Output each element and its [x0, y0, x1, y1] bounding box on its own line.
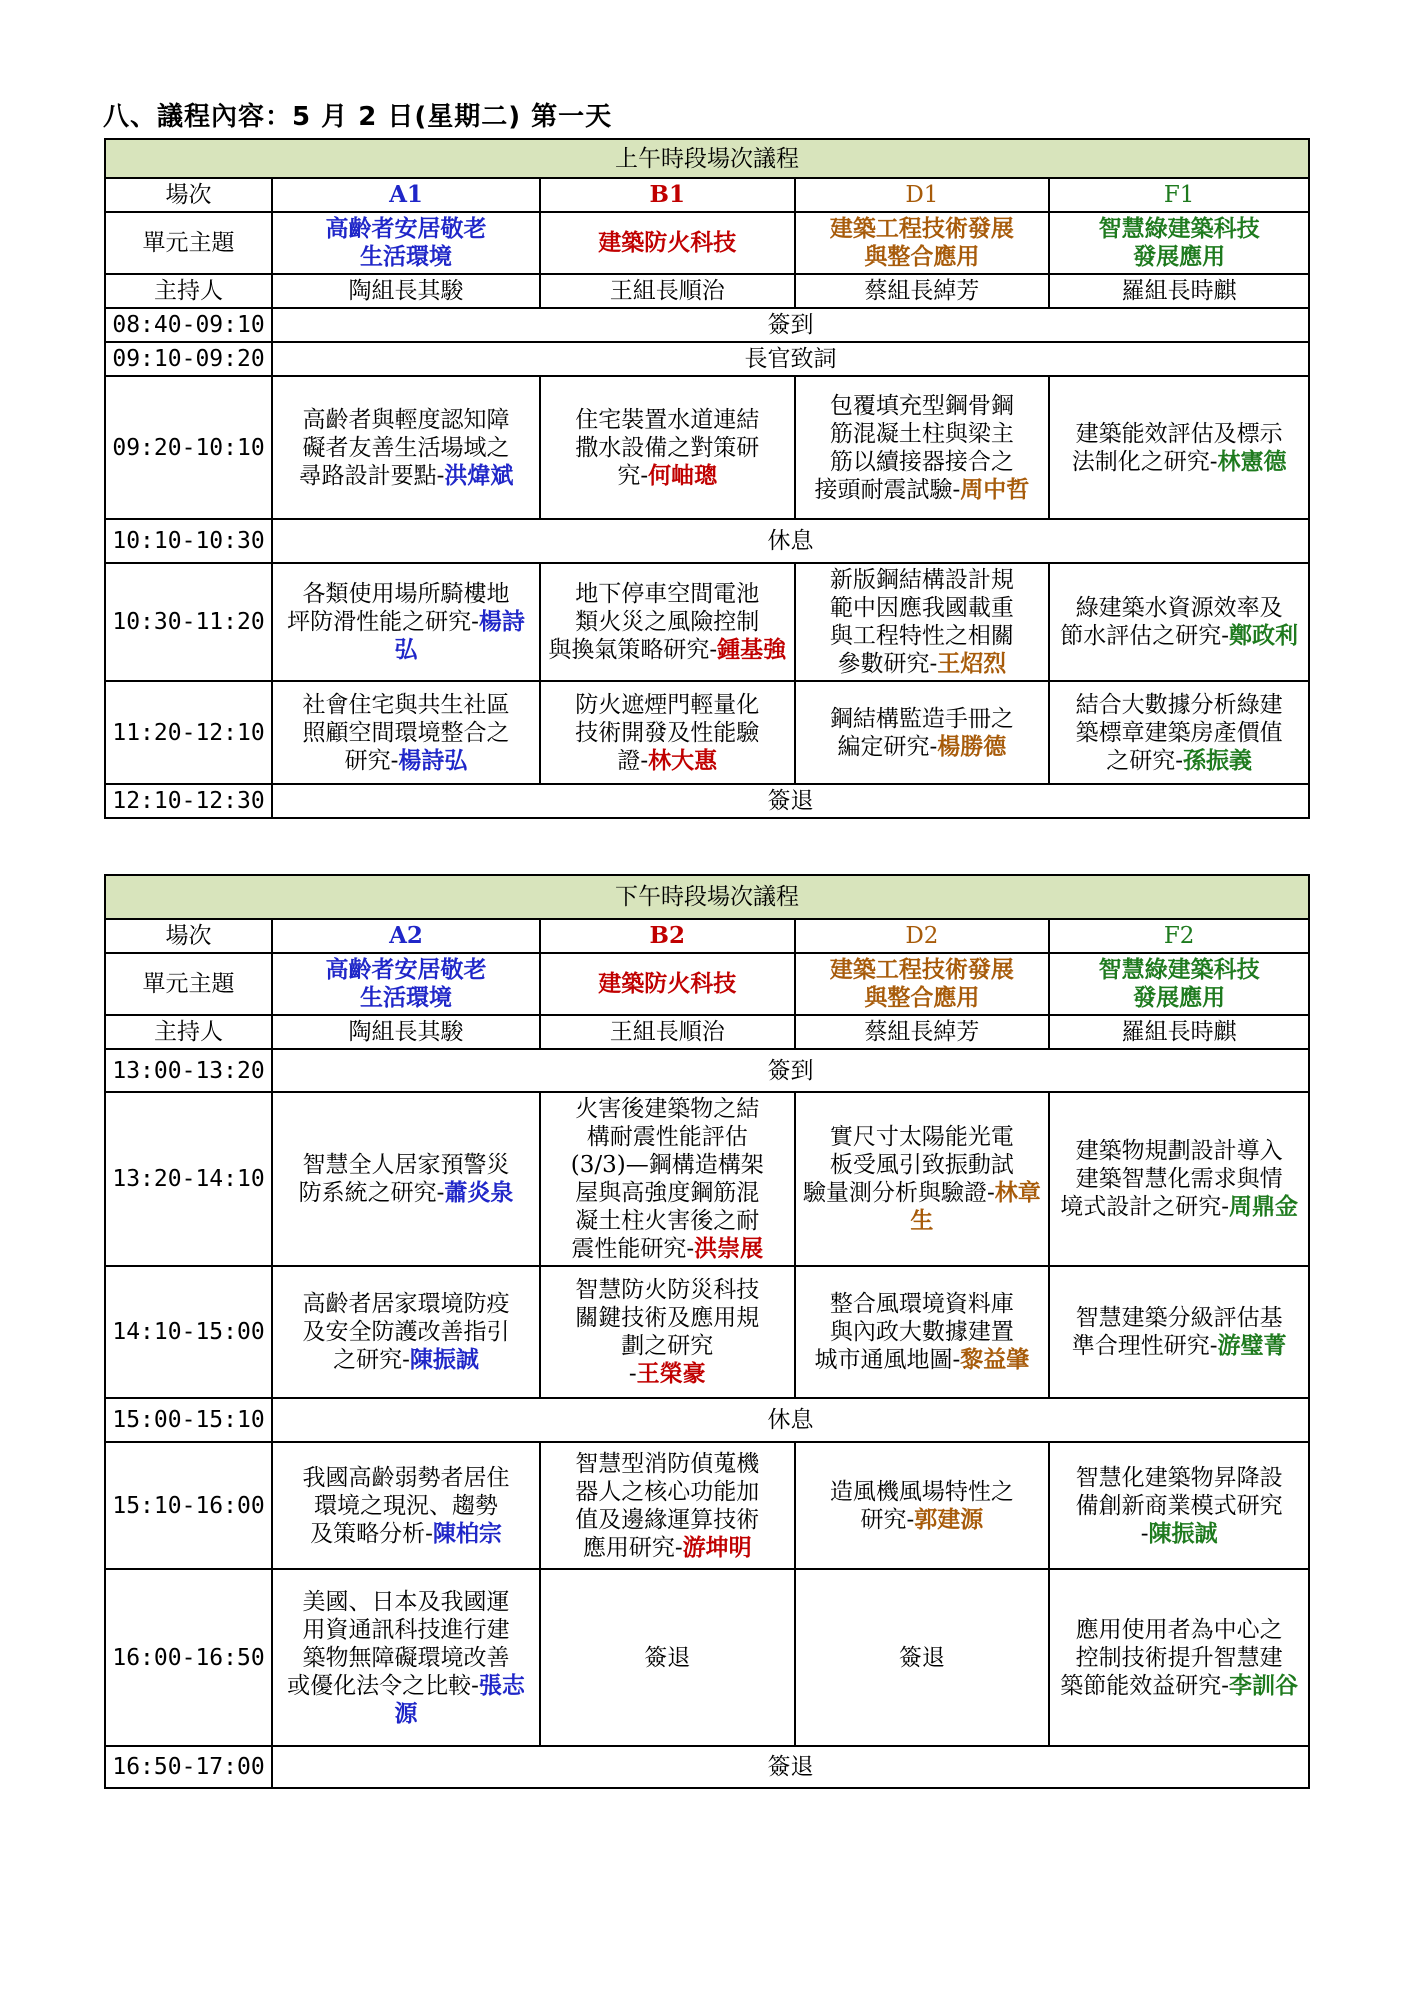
speaker-name: 陳振誠 [1148, 1520, 1218, 1547]
section-header: 上午時段場次議程 [105, 139, 1309, 178]
time-slot: 09:10-09:20 [105, 342, 272, 376]
paper-title: 美國、日本及我國運 用資通訊科技進行建 築物無障礙環境改善 或優化法令之比較- [287, 1588, 510, 1699]
session-theme: 建築防火科技 [540, 953, 795, 1015]
paper-cell [795, 563, 1050, 681]
session-host: 王組長順治 [540, 274, 795, 308]
speaker-name: 郭建源 [914, 1506, 984, 1533]
paper-title: 智慧化建築物昇降設 備創新商業模式研究 - [1075, 1464, 1283, 1547]
speaker-name: 周中哲 [960, 476, 1030, 503]
speaker-name: 楊詩弘 [394, 609, 525, 663]
time-slot-row [105, 376, 1309, 519]
speaker-name: 王炤烈 [937, 651, 1007, 677]
session-theme: 智慧綠建築科技 發展應用 [1049, 953, 1309, 1015]
time-slot: 13:00-13:20 [105, 1049, 272, 1092]
session-theme: 建築工程技術發展 與整合應用 [795, 953, 1050, 1015]
paper-cell [540, 376, 795, 519]
paper-title: 防火遮煙門輕量化 技術開發及性能驗 證- [575, 691, 760, 774]
speaker-name: 李訓谷 [1229, 1672, 1298, 1699]
session-host: 蔡組長綽芳 [795, 274, 1050, 308]
paper-title: 火害後建築物之結 構耐震性能評估 (3/3)—鋼構造構架 屋與高強度鋼筋混 凝土柱火害後之耐 震性能研究- [570, 1096, 764, 1262]
speaker-name: 游坤明 [682, 1534, 752, 1561]
session-code-row [105, 178, 1309, 212]
paper-title: 鋼結構監造手冊之 編定研究- [829, 705, 1014, 760]
speaker-name: 黎益肇 [960, 1347, 1030, 1373]
paper-cell [1049, 1266, 1309, 1398]
paper-cell [540, 681, 795, 784]
session-code: D2 [795, 919, 1050, 953]
section-header-row [105, 875, 1309, 919]
paper-title: 建築能效評估及標示 法制化之研究- [1071, 420, 1283, 475]
time-slot: 15:00-15:10 [105, 1398, 272, 1442]
host-row [105, 274, 1309, 308]
paper-cell [540, 1442, 795, 1569]
session-host: 羅組長時麒 [1049, 274, 1309, 308]
paper-title: 地下停車空間電池 類火災之風險控制 與換氣策略研究- [548, 581, 760, 663]
session-code: B2 [540, 919, 795, 953]
speaker-name: 周鼎金 [1229, 1194, 1298, 1220]
time-slot-row [105, 681, 1309, 784]
paper-cell [795, 1266, 1050, 1398]
theme-label: 單元主題 [105, 212, 272, 274]
section-header-row [105, 139, 1309, 178]
time-slot: 16:50-17:00 [105, 1746, 272, 1788]
paper-cell [795, 1442, 1050, 1569]
session-theme: 高齡者安居敬老 生活環境 [272, 953, 540, 1015]
page-title: 八、議程內容：5 月 2 日(星期二) 第一天 [103, 102, 613, 132]
session-host: 陶組長其駿 [272, 274, 540, 308]
speaker-name: 林憲德 [1217, 448, 1287, 475]
speaker-name: 鄭政利 [1229, 623, 1298, 649]
paper-cell [272, 1442, 540, 1569]
paper-cell [272, 376, 540, 519]
paper-title: 住宅裝置水道連結 撒水設備之對策研 究- [575, 406, 760, 489]
paper-cell [1049, 681, 1309, 784]
session-code: D1 [795, 178, 1050, 212]
break-row [105, 1049, 1309, 1092]
span-activity: 長官致詞 [272, 342, 1309, 376]
session-host: 羅組長時麒 [1049, 1015, 1309, 1049]
paper-title: 造風機風場特性之 研究- [829, 1478, 1014, 1533]
host-label: 主持人 [105, 274, 272, 308]
span-activity: 簽退 [272, 784, 1309, 818]
host-label: 主持人 [105, 1015, 272, 1049]
paper-cell [272, 1569, 540, 1746]
section-header: 下午時段場次議程 [105, 875, 1309, 919]
afternoon-agenda-table [104, 874, 1310, 1789]
speaker-name: 孫振義 [1183, 747, 1252, 774]
break-row [105, 308, 1309, 342]
speaker-name: 林章生 [910, 1180, 1041, 1234]
speaker-name: 楊詩弘 [398, 747, 468, 774]
speaker-name: 何岫璁 [648, 462, 718, 489]
paper-cell [1049, 1442, 1309, 1569]
speaker-name: 陳振誠 [409, 1347, 479, 1373]
session-code: B1 [540, 178, 795, 212]
session-code-row [105, 919, 1309, 953]
span-activity: 簽到 [272, 308, 1309, 342]
break-row [105, 1746, 1309, 1788]
paper-title: 應用使用者為中心之 控制技術提升智慧建 築節能效益研究- [1060, 1616, 1283, 1699]
speaker-name: 林大惠 [648, 747, 718, 774]
paper-cell [1049, 1092, 1309, 1266]
break-row [105, 342, 1309, 376]
time-slot: 12:10-12:30 [105, 784, 272, 818]
paper-cell [272, 1092, 540, 1266]
paper-title: 智慧防火防災科技 關鍵技術及應用規 劃之研究 - [575, 1277, 760, 1387]
session-code: F2 [1049, 919, 1309, 953]
paper-cell [1049, 376, 1309, 519]
speaker-name: 洪崇展 [694, 1236, 764, 1262]
paper-cell [540, 1092, 795, 1266]
paper-title: 新版鋼結構設計規 範中因應我國載重 與工程特性之相關 參數研究- [829, 567, 1014, 677]
speaker-name: 鍾基強 [717, 637, 787, 663]
span-activity: 簽到 [272, 1049, 1309, 1092]
session-theme: 建築防火科技 [540, 212, 795, 274]
paper-cell [272, 681, 540, 784]
paper-title: 綠建築水資源效率及 節水評估之研究- [1060, 595, 1283, 649]
theme-label: 單元主題 [105, 953, 272, 1015]
paper-title: 智慧建築分級評估基 準合理性研究- [1071, 1305, 1283, 1359]
break-row [105, 784, 1309, 818]
time-slot: 13:20-14:10 [105, 1092, 272, 1266]
session-label: 場次 [105, 178, 272, 212]
time-slot-row [105, 1442, 1309, 1569]
paper-title: 高齡者居家環境防疫 及安全防護改善指引 之研究- [302, 1291, 510, 1373]
session-theme: 智慧綠建築科技 發展應用 [1049, 212, 1309, 274]
paper-cell: 簽退 [795, 1569, 1050, 1746]
break-row [105, 519, 1309, 563]
paper-cell [795, 1092, 1050, 1266]
speaker-name: 王榮豪 [636, 1361, 706, 1387]
speaker-name: 游璧菁 [1217, 1333, 1287, 1359]
span-activity: 休息 [272, 1398, 1309, 1442]
paper-cell [795, 681, 1050, 784]
session-theme: 建築工程技術發展 與整合應用 [795, 212, 1050, 274]
span-activity: 簽退 [272, 1746, 1309, 1788]
theme-row [105, 953, 1309, 1015]
paper-title: 實尺寸太陽能光電 板受風引致振動試 驗量測分析與驗證- [803, 1124, 1014, 1206]
paper-title: 智慧全人居家預警災 防系統之研究- [298, 1152, 510, 1206]
paper-cell [540, 1266, 795, 1398]
paper-title: 結合大數據分析綠建 築標章建築房產價值 之研究- [1075, 691, 1283, 774]
session-code: A1 [272, 178, 540, 212]
paper-title: 社會住宅與共生社區 照顧空間環境整合之 研究- [302, 691, 510, 774]
time-slot: 08:40-09:10 [105, 308, 272, 342]
speaker-name: 洪煒斌 [444, 462, 514, 489]
session-label: 場次 [105, 919, 272, 953]
span-activity: 休息 [272, 519, 1309, 563]
time-slot: 09:20-10:10 [105, 376, 272, 519]
paper-cell [272, 563, 540, 681]
time-slot: 10:10-10:30 [105, 519, 272, 563]
time-slot: 14:10-15:00 [105, 1266, 272, 1398]
paper-title: 我國高齡弱勢者居住 環境之現況、趨勢 及策略分析- [302, 1464, 510, 1547]
time-slot-row [105, 563, 1309, 681]
session-code: F1 [1049, 178, 1309, 212]
session-code: A2 [272, 919, 540, 953]
speaker-name: 張志源 [394, 1672, 525, 1727]
speaker-name: 陳柏宗 [432, 1520, 502, 1547]
time-slot: 15:10-16:00 [105, 1442, 272, 1569]
speaker-name: 蕭炎泉 [444, 1180, 514, 1206]
time-slot-row [105, 1569, 1309, 1746]
time-slot: 11:20-12:10 [105, 681, 272, 784]
time-slot-row [105, 1266, 1309, 1398]
session-host: 蔡組長綽芳 [795, 1015, 1050, 1049]
morning-agenda-table [104, 138, 1310, 819]
paper-cell [1049, 563, 1309, 681]
paper-cell: 簽退 [540, 1569, 795, 1746]
break-row [105, 1398, 1309, 1442]
session-host: 王組長順治 [540, 1015, 795, 1049]
speaker-name: 楊勝德 [937, 733, 1007, 760]
host-row [105, 1015, 1309, 1049]
paper-cell [540, 563, 795, 681]
paper-cell [1049, 1569, 1309, 1746]
time-slot: 10:30-11:20 [105, 563, 272, 681]
theme-row [105, 212, 1309, 274]
time-slot-row [105, 1092, 1309, 1266]
paper-title: 整合風環境資料庫 與內政大數據建置 城市通風地圖- [814, 1291, 1014, 1373]
paper-title: 建築物規劃設計導入 建築智慧化需求與情 境式設計之研究- [1060, 1138, 1283, 1220]
paper-title: 包覆填充型鋼骨鋼 筋混凝土柱與梁主 筋以續接器接合之 接頭耐震試驗- [814, 392, 1014, 503]
paper-title: 高齡者與輕度認知障 礙者友善生活場域之 尋路設計要點- [298, 406, 510, 489]
session-host: 陶組長其駿 [272, 1015, 540, 1049]
time-slot: 16:00-16:50 [105, 1569, 272, 1746]
paper-title: 各類使用場所騎樓地 坪防滑性能之研究- [287, 581, 510, 635]
paper-title: 智慧型消防偵蒐機 器人之核心功能加 值及邊緣運算技術 應用研究- [575, 1450, 760, 1561]
paper-cell [272, 1266, 540, 1398]
paper-cell [795, 376, 1050, 519]
session-theme: 高齡者安居敬老 生活環境 [272, 212, 540, 274]
